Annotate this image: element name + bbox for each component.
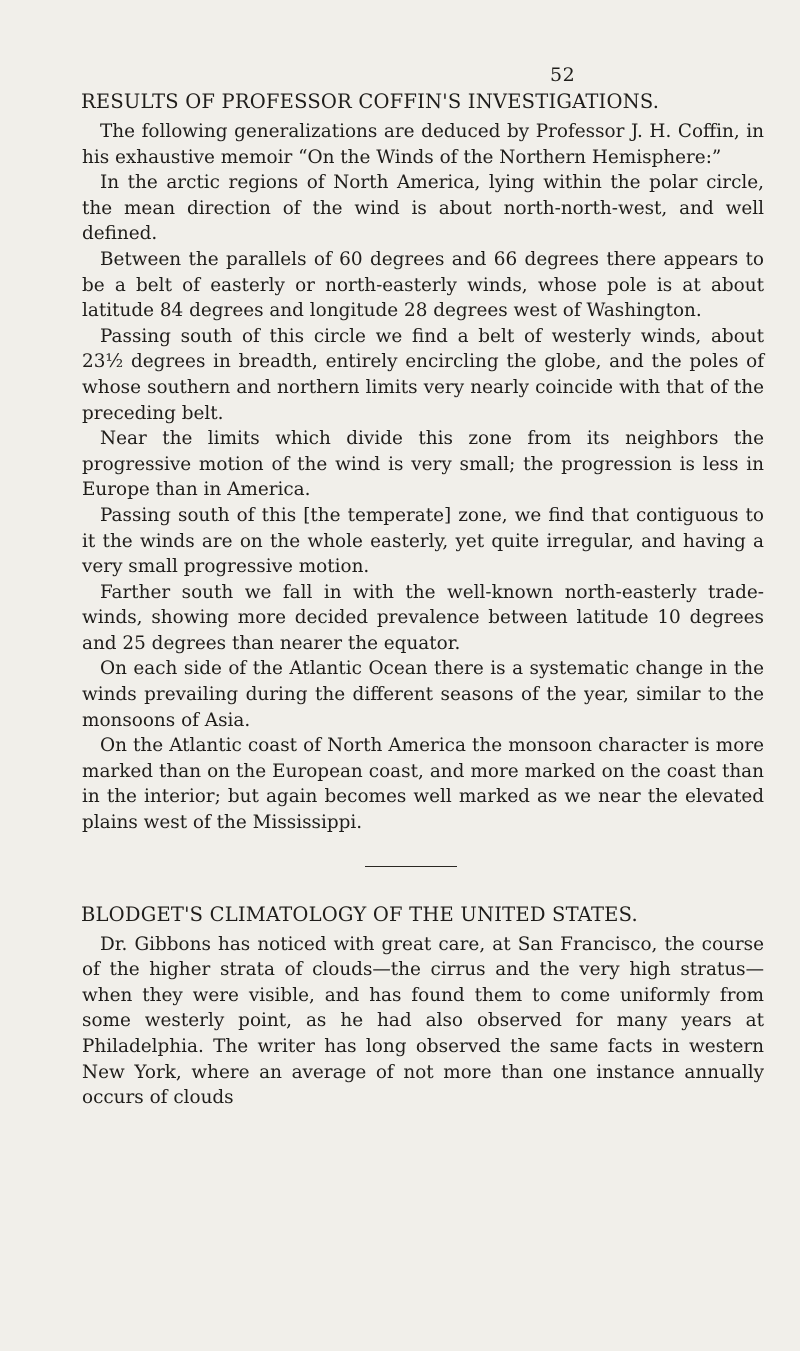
section-heading-blodget: BLODGET'S CLIMATOLOGY OF THE UNITED STATES.	[81, 902, 638, 926]
paragraph: Passing south of this [the temperate] zone, we find that contiguous to it the winds are on the whole easterly, yet quite irregular, and having a very small progressive motion.	[82, 504, 764, 578]
paragraph: Dr. Gibbons has noticed with great care, at San Francisco, the course of the higher strata of clouds—the cirrus and the very high stratus—when they were visible, and has found them to come uniformly from some westerly point, as he had also observed for many years at Philadelphia. The writer has long observed the same facts in western New York, where an average of not more than one instance annually occurs of clouds	[82, 933, 764, 1109]
paragraph: Near the limits which divide this zone from its neighbors the progressive motion of the wind is very small; the progression is less in Europe than in America.	[82, 428, 764, 501]
paragraph: Farther south we fall in with the well-known north-easterly trade-winds, showing more decided prevalence between latitude 10 degrees and 25 degrees than nearer the equator.	[82, 581, 764, 654]
paragraph: Between the parallels of 60 degrees and 66 degrees there appears to be a belt of easterly or north-easterly winds, whose pole is at about latitude 84 degrees and longitude 28 degrees west of Washington.	[82, 248, 764, 322]
section-divider	[365, 866, 457, 867]
paragraph: In the arctic regions of North America, lying within the polar circle, the mean direction of the wind is about north-north-west, and well defined.	[82, 172, 764, 245]
paragraph: On each side of the Atlantic Ocean there is a systematic change in the winds prevailing during the different seasons of the year, similar to the monsoons of Asia.	[82, 658, 764, 731]
section-heading-coffin: RESULTS OF PROFESSOR COFFIN'S INVESTIGATIONS.	[81, 90, 660, 113]
paragraph: On the Atlantic coast of North America the monsoon character is more marked than on the European coast, and more marked on the coast than in the interior; but again becomes well marked as we near the elevated plains west of the Mississippi.	[82, 735, 764, 834]
paragraph: Passing south of this circle we find a belt of westerly winds, about 23½ degrees in breadth, entirely encircling the globe, and the poles of whose southern and northern limits very nearly coincide with that of the preceding belt.	[82, 325, 764, 424]
page-number: 52	[550, 64, 576, 86]
paragraph: The following generalizations are deduced by Professor J. H. Coffin, in his exhaustive memoir “On the Winds of the Northern Hemisphere:”	[82, 121, 764, 168]
